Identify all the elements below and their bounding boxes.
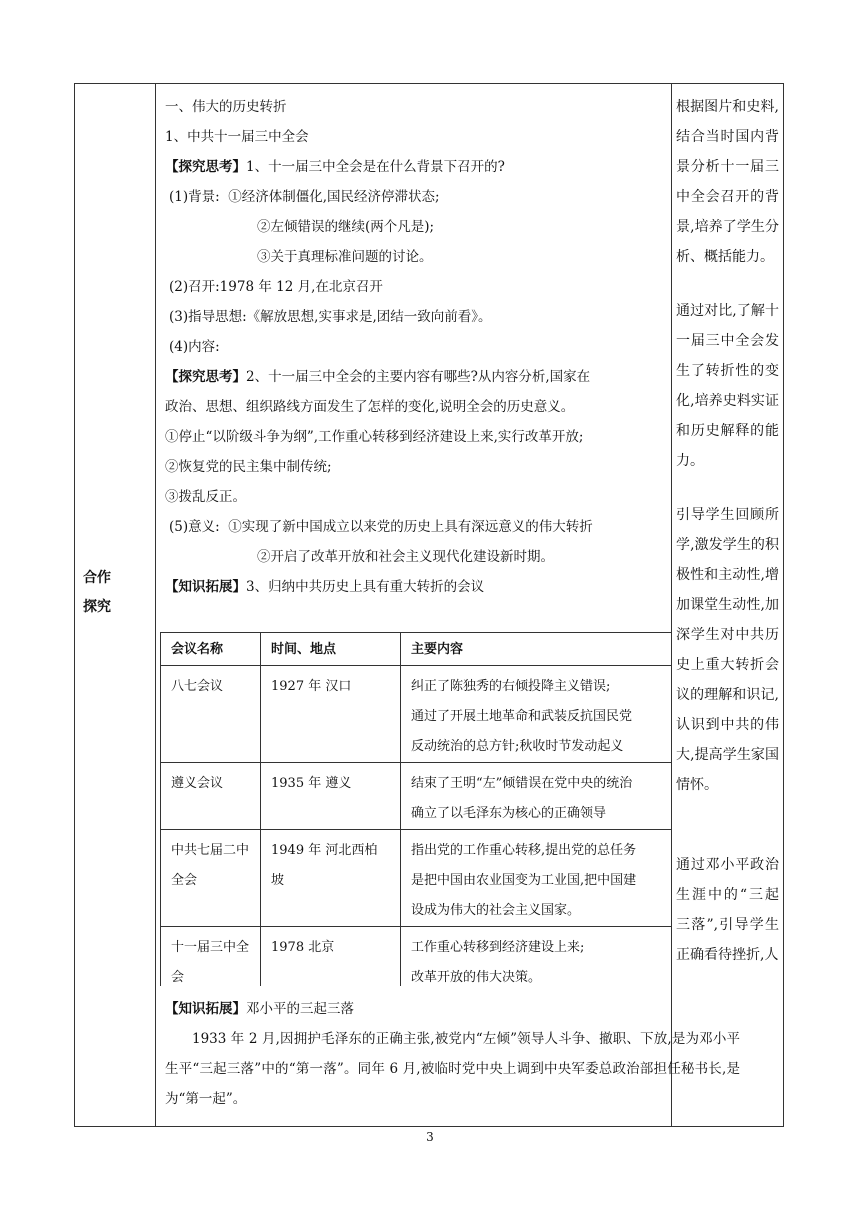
table-row (161, 830, 672, 927)
header-cell: 主要内容 (401, 633, 672, 666)
content-item: ①停止“以阶级斗争为纲”,工作重心转移到经济建设上来,实行改革开放; (165, 429, 584, 445)
meeting-content: 指出党的工作重心转移,提出党的总任务 是把中国由农业国变为工业国,把中国建 设成为伟大的社会主义国家。 (401, 830, 672, 927)
table-header-row (161, 633, 672, 666)
main-content (165, 92, 670, 602)
guide-line: (3)指导思想:《解放思想,实事求是,团结一致向前看》。 (169, 309, 492, 325)
deng-extension (165, 994, 740, 1114)
lesson-table (74, 83, 784, 1127)
header-cell: 会议名称 (161, 633, 261, 666)
meetings-table-wrap (160, 632, 671, 986)
significance-line: ②开启了改革开放和社会主义现代化建设新时期。 (257, 549, 554, 565)
meeting-name: 遵义会议 (161, 763, 261, 830)
table-row (161, 927, 672, 987)
meeting-content: 纠正了陈独秀的右倾投降主义错误; 通过了开展土地革命和武装反抗国民党 反动统治的总方针;秋收时节发动起义 (401, 666, 672, 763)
meetings-table (160, 632, 671, 986)
convene-line: (2)召开:1978 年 12 月,在北京召开 (169, 279, 383, 295)
meeting-time-place: 1978 北京 (261, 927, 401, 987)
meeting-time-place: 1949 年 河北西柏坡 (261, 830, 401, 927)
note: 通过对比,了解十一届三中全会发生了转折性的变化,培养史料实证和历史解释的能力。 (676, 303, 779, 469)
content-label: (4)内容: (169, 339, 220, 355)
teaching-notes (676, 92, 779, 995)
question-1: 【探究思考】1、十一届三中全会是在什么背景下召开的? (165, 159, 505, 175)
table-row (161, 666, 672, 763)
content-item: ②恢复党的民主集中制传统; (165, 459, 332, 475)
extension-heading: 【知识拓展】3、归纳中共历史上具有重大转折的会议 (165, 579, 485, 595)
deng-paragraph: 1933 年 2 月,因拥护毛泽东的正确主张,被党内“左倾”领导人斗争、撤职、下放,是为邓小平生平“三起三落”中的“第一落”。同年 6 月,被临时党中央上调到中央军委总政治部担任秘书长,是为“第一起”。 (165, 1031, 740, 1107)
page-number: 3 (426, 1130, 434, 1144)
significance-line: (5)意义: ①实现了新中国成立以来党的历史上具有深远意义的伟大转折 (169, 519, 593, 535)
section-label: 合作 探究 (83, 570, 111, 615)
header-cell: 时间、地点 (261, 633, 401, 666)
meeting-name: 中共七届二中全会 (161, 830, 261, 927)
meeting-time-place: 1927 年 汉口 (261, 666, 401, 763)
background-line: ②左倾错误的继续(两个凡是); (257, 219, 435, 235)
note: 通过邓小平政治生涯中的“三起三落”,引导学生正确看待挫折,人 (676, 857, 779, 963)
column-divider (155, 84, 156, 1126)
background-line: ③关于真理标准问题的讨论。 (257, 249, 433, 265)
question-2: 【探究思考】2、十一届三中全会的主要内容有哪些?从内容分析,国家在 (165, 369, 591, 385)
meeting-time-place: 1935 年 遵义 (261, 763, 401, 830)
note: 根据图片和史料,结合当时国内背景分析十一届三中全会召开的背景,培养了学生分析、概括能力。 (676, 99, 779, 265)
deng-heading: 【知识拓展】邓小平的三起三落 (165, 1001, 354, 1017)
question-2-cont: 政治、思想、组织路线方面发生了怎样的变化,说明全会的历史意义。 (165, 399, 575, 415)
section-title: 一、伟大的历史转折 (165, 99, 287, 115)
content-item: ③拨乱反正。 (165, 489, 246, 505)
meeting-content: 结束了王明“左”倾错误在党中央的统治 确立了以毛泽东为核心的正确领导 (401, 763, 672, 830)
table-row (161, 763, 672, 830)
note: 引导学生回顾所学,激发学生的积极性和主动性,增加课堂生动性,加深学生对中共历史上重大转折会议的理解和识记,认识到中共的伟大,提高学生家国情怀。 (676, 507, 779, 793)
column-divider (671, 84, 672, 1126)
sub-title: 1、中共十一届三中全会 (165, 129, 309, 145)
meeting-name: 八七会议 (161, 666, 261, 763)
background-line: (1)背景: ①经济体制僵化,国民经济停滞状态; (169, 189, 440, 205)
meeting-name: 十一届三中全会 (161, 927, 261, 987)
meeting-content: 工作重心转移到经济建设上来; 改革开放的伟大决策。 (401, 927, 672, 987)
